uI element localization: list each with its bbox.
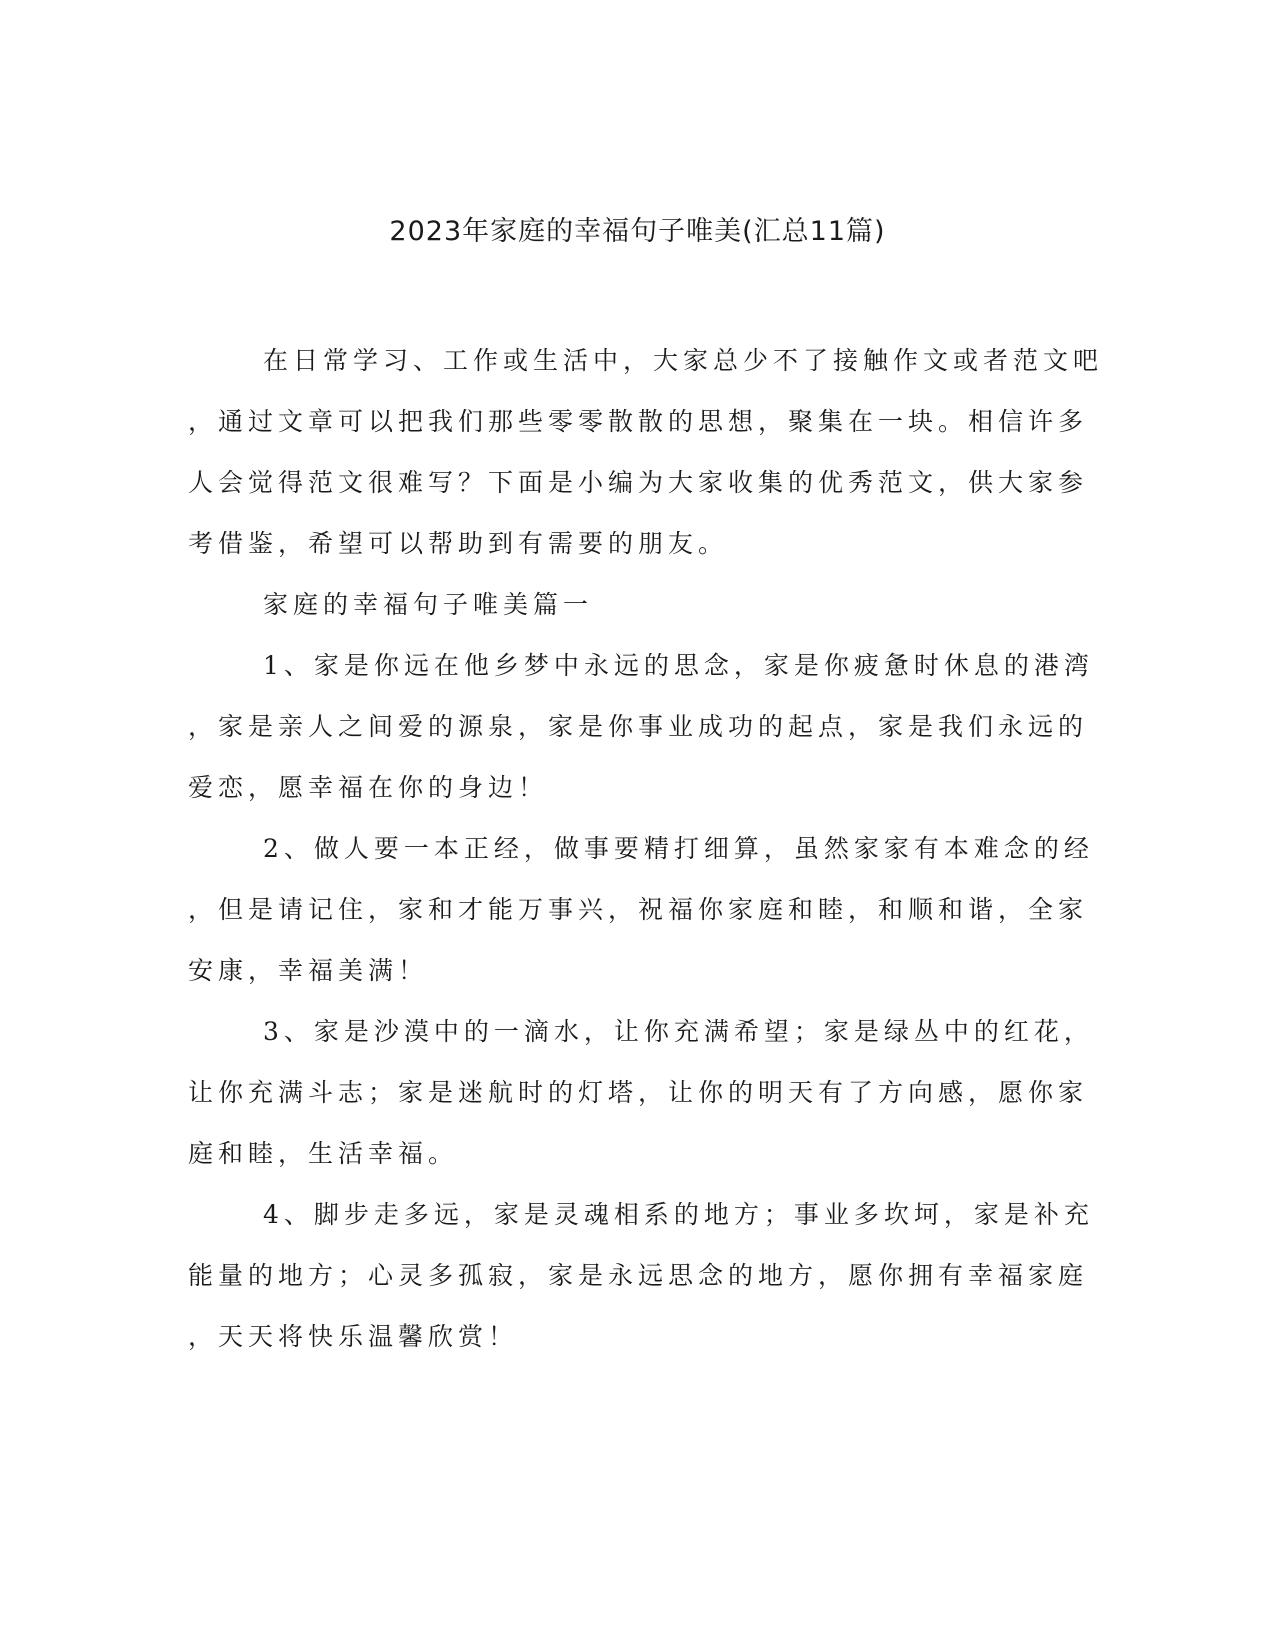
intro-line-2: ，通过文章可以把我们那些零零散散的思想，聚集在一块。相信许多 (188, 407, 1089, 436)
item-3-line-1: 3、家是沙漠中的一滴水，让你充满希望；家是绿丛中的红花， (263, 1017, 1094, 1046)
intro-line-3: 人会觉得范文很难写？下面是小编为大家收集的优秀范文，供大家参 (188, 468, 1089, 497)
item-2-line-3: 安康，幸福美满！ (188, 956, 429, 985)
item-3-line-3: 庭和睦，生活幸福。 (188, 1139, 459, 1168)
item-4-line-2: 能量的地方；心灵多孤寂，家是永远思念的地方，愿你拥有幸福家庭 (188, 1261, 1089, 1290)
item-1-line-2: ，家是亲人之间爱的源泉，家是你事业成功的起点，家是我们永远的 (188, 712, 1089, 741)
item-4-line-1: 4、脚步走多远，家是灵魂相系的地方；事业多坎坷，家是补充 (263, 1200, 1094, 1229)
item-1-line-3: 爱恋，愿幸福在你的身边！ (188, 773, 549, 802)
intro-line-4: 考借鉴，希望可以帮助到有需要的朋友。 (188, 529, 729, 558)
item-1-line-1: 1、家是你远在他乡梦中永远的思念，家是你疲惫时休息的港湾 (263, 651, 1094, 680)
document-title: 2023年家庭的幸福句子唯美(汇总11篇) (389, 216, 886, 247)
item-2-line-1: 2、做人要一本正经，做事要精打细算，虽然家家有本难念的经 (263, 834, 1094, 863)
item-3-line-2: 让你充满斗志；家是迷航时的灯塔，让你的明天有了方向感，愿你家 (188, 1078, 1089, 1107)
item-2-line-2: ，但是请记住，家和才能万事兴，祝福你家庭和睦，和顺和谐，全家 (188, 895, 1089, 924)
section-heading: 家庭的幸福句子唯美篇一 (263, 590, 594, 619)
item-4-line-3: ，天天将快乐温馨欣赏！ (188, 1322, 519, 1351)
intro-line-1: 在日常学习、工作或生活中，大家总少不了接触作文或者范文吧 (263, 346, 1104, 375)
document-body (188, 330, 1104, 1367)
